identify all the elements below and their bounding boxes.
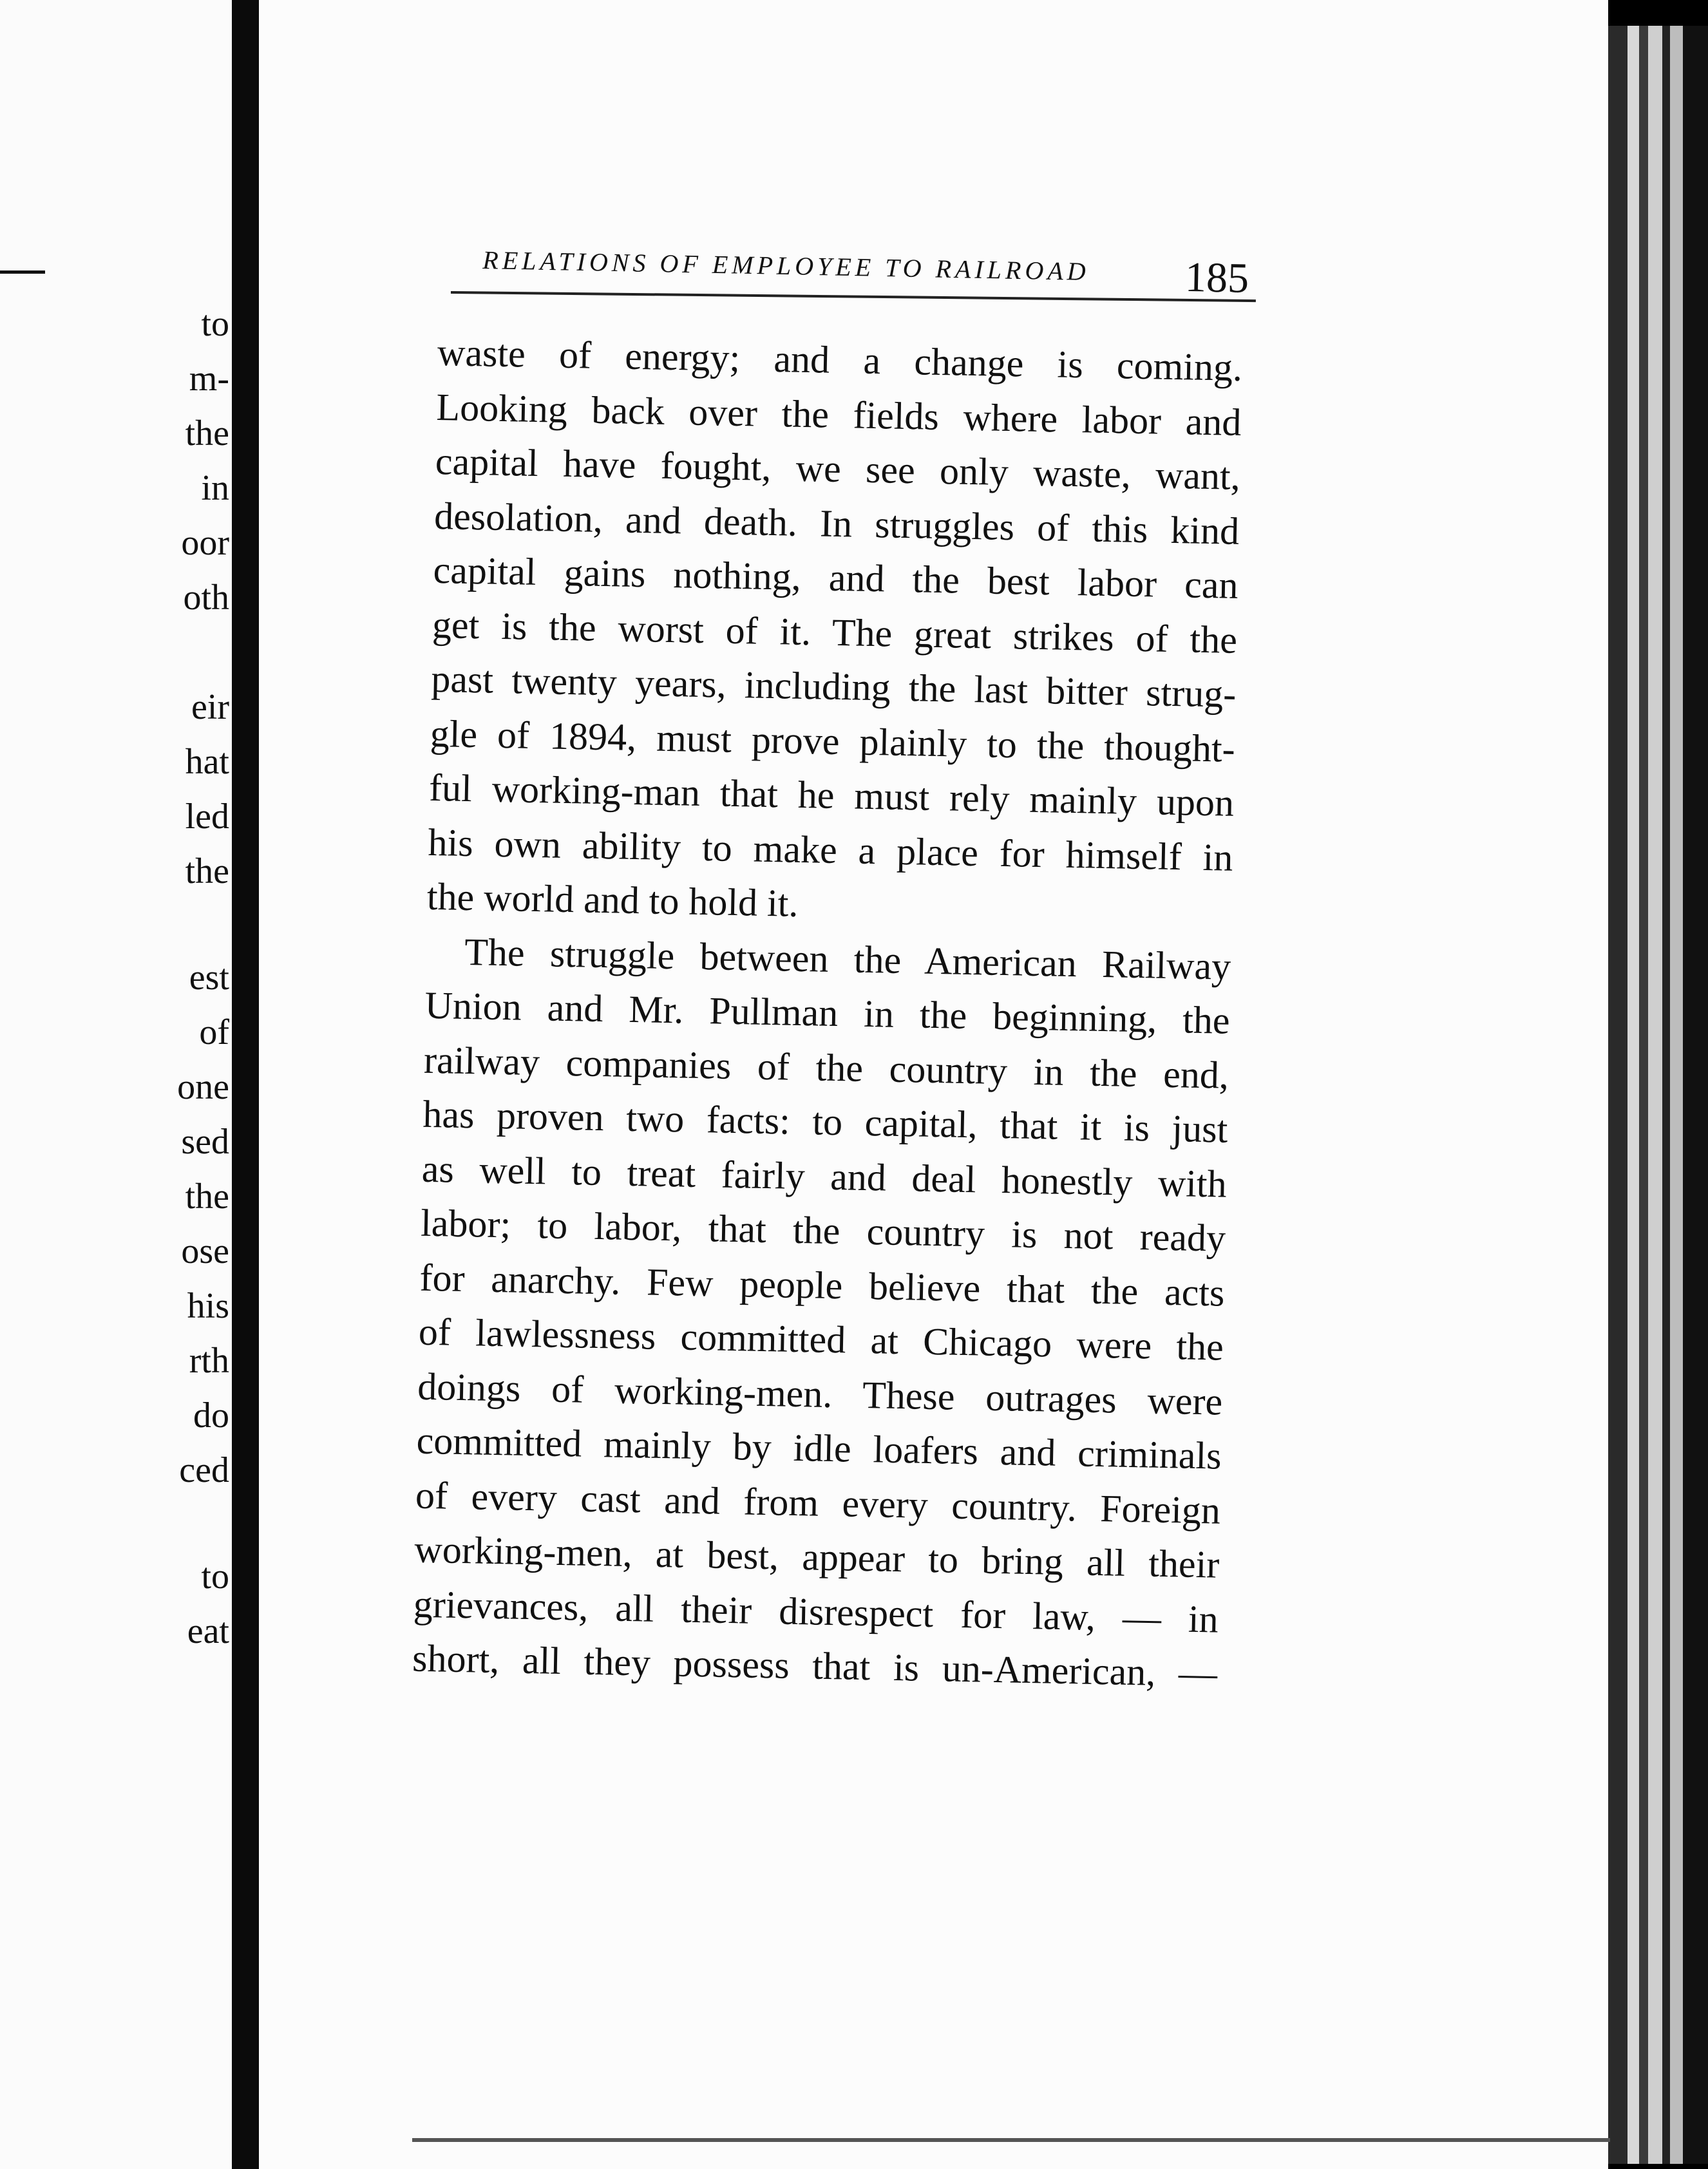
page-edge: [1670, 26, 1683, 2164]
page-edge: [1608, 26, 1627, 2164]
text-line: his own ability to make a place for himself in: [427, 820, 1233, 879]
text-line: for anarchy. Few people believe that the acts: [419, 1256, 1226, 1314]
facing-page-fragment: eat: [187, 1611, 229, 1651]
facing-page-fragment: m-: [189, 359, 229, 399]
text-line: short, all they possess that is un-American, —: [412, 1636, 1218, 1695]
facing-page-fragment: to: [201, 1557, 229, 1596]
text-line: past twenty years, including the last bitter strug-: [430, 657, 1237, 715]
text-line: has proven two facts: to capital, that it is just: [422, 1092, 1228, 1151]
facing-page-fragment: led: [185, 797, 229, 837]
page-edge: [1648, 26, 1662, 2164]
text-line: Union and Mr. Pullman in the beginning, the: [424, 983, 1231, 1042]
facing-page-fragment: sed: [181, 1122, 229, 1162]
facing-page-fragment: ose: [181, 1231, 229, 1271]
text-line: gle of 1894, must prove plainly to the thought-: [430, 712, 1236, 770]
text-line: capital have fought, we see only waste, want,: [435, 439, 1241, 498]
page-number: 185: [1184, 253, 1249, 302]
page-edge: [1662, 26, 1670, 2164]
facing-page-fragment: one: [177, 1067, 229, 1107]
text-line: Looking back over the fields where labor and: [435, 385, 1242, 444]
text-line: railway companies of the country in the end,: [423, 1038, 1229, 1097]
book-gutter: [232, 0, 259, 2169]
text-line: ful working-man that he must rely mainly upon: [428, 766, 1235, 824]
text-line: as well to treat fairly and deal honestly with: [421, 1147, 1228, 1206]
facing-page-fragment: oth: [183, 578, 229, 618]
text-line: capital gains nothing, and the best labor can: [433, 548, 1239, 607]
facing-page-fragment: ced: [179, 1450, 229, 1490]
page-edge: [1639, 26, 1648, 2164]
text-line: of lawlessness committed at Chicago were the: [418, 1310, 1224, 1369]
facing-page-fragment: to: [201, 304, 229, 344]
text-line: the world and to hold it.: [426, 875, 799, 925]
page-edge: [1683, 26, 1708, 2164]
facing-page-fragment: the: [185, 1177, 229, 1217]
text-line: desolation, and death. In struggles of this kind: [433, 494, 1240, 553]
text-line: grievances, all their disrespect for law, — in: [413, 1582, 1219, 1641]
facing-page-rule: [0, 270, 45, 274]
text-line: working-men, at best, appear to bring all their: [413, 1528, 1220, 1586]
text-line: doings of working-men. These outrages were: [417, 1365, 1223, 1423]
facing-page-fragment: eir: [191, 687, 229, 727]
page-bottom-edge: [412, 2138, 1610, 2142]
facing-page-fragment: est: [189, 958, 229, 998]
facing-page-fragment: do: [193, 1396, 229, 1435]
facing-page-fragment: rth: [189, 1341, 229, 1381]
body-text: [412, 325, 1242, 1701]
text-line: labor; to labor, that the country is not ready: [420, 1201, 1226, 1260]
facing-page-fragment: oor: [181, 523, 229, 563]
facing-page-fragment: hat: [185, 742, 229, 782]
facing-page-fragment: the: [185, 851, 229, 891]
text-line: of every cast and from every country. Foreign: [415, 1473, 1221, 1532]
page-edge: [1627, 26, 1639, 2164]
text-line: committed mainly by idle loafers and criminals: [416, 1419, 1222, 1477]
facing-page-fragment: of: [199, 1012, 229, 1052]
facing-page: [0, 0, 232, 2169]
running-title: RELATIONS OF EMPLOYEE TO RAILROAD: [482, 245, 1090, 287]
text-line: The struggle between the American Railway: [464, 930, 1231, 988]
text-line: get is the worst of it. The great strikes of the: [432, 603, 1238, 661]
text-line: waste of energy; and a change is coming.: [437, 330, 1243, 389]
facing-page-fragment: in: [201, 468, 229, 508]
facing-page-fragment: the: [185, 413, 229, 453]
facing-page-fragment: his: [187, 1286, 229, 1326]
